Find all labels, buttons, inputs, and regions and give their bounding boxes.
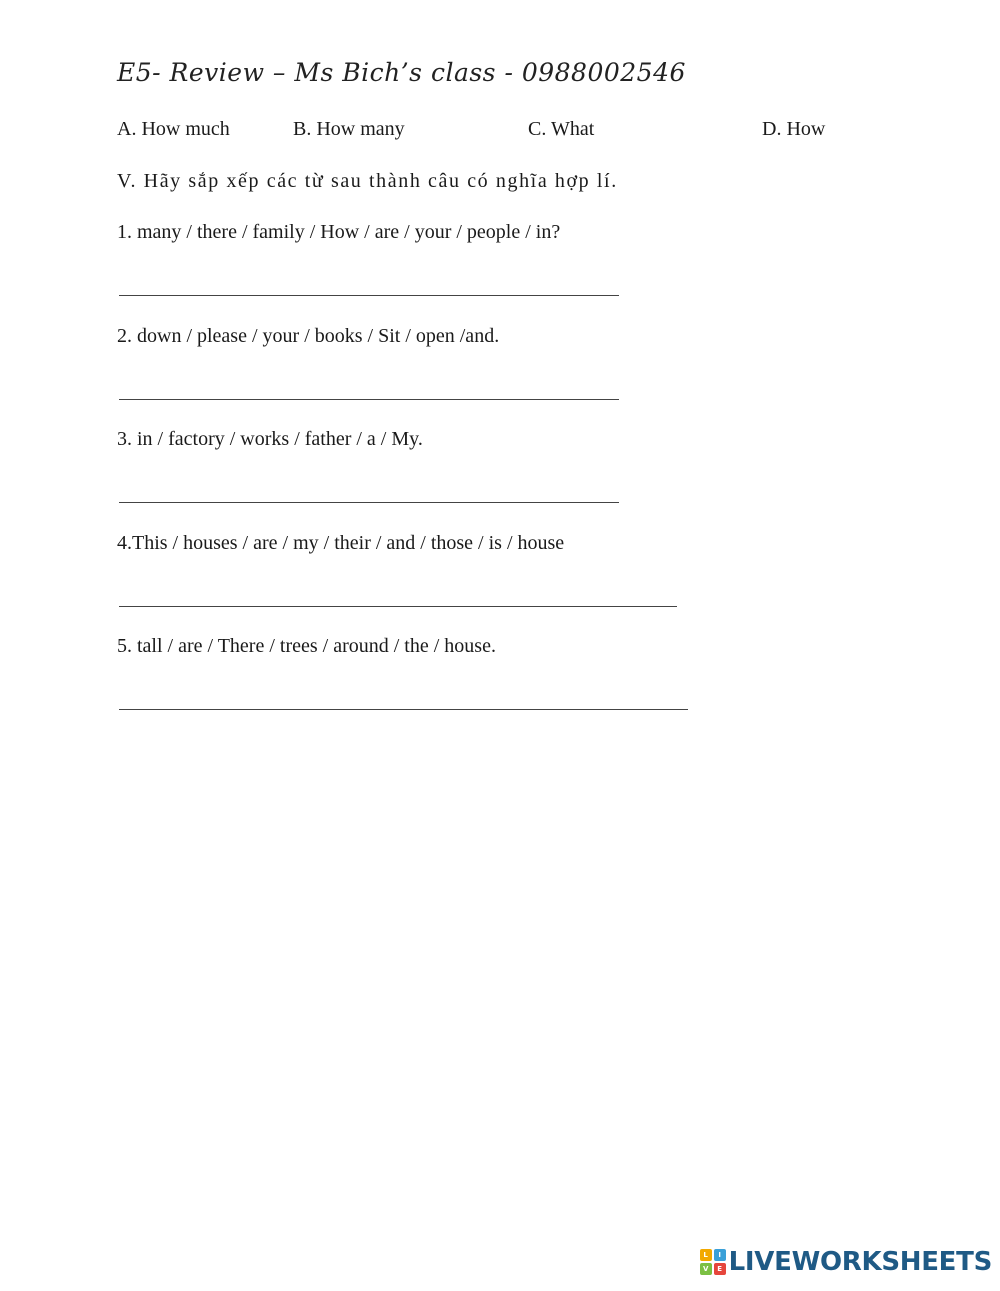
- question-3: 3. in / factory / works / father / a / My.: [117, 428, 423, 450]
- liveworksheets-logo[interactable]: [700, 1247, 992, 1277]
- tile-letter: L: [700, 1249, 712, 1261]
- option-b: B. How many: [293, 118, 405, 140]
- answer-line-3[interactable]: [119, 502, 619, 503]
- live-tiles-icon: [700, 1249, 726, 1275]
- option-a: A. How much: [117, 118, 230, 140]
- section-title: V. Hãy sắp xếp các từ sau thành câu có nghĩa hợp lí.: [117, 170, 618, 192]
- answer-line-5[interactable]: [119, 709, 688, 710]
- option-d: D. How: [762, 118, 826, 140]
- question-4: 4.This / houses / are / my / their / and / those / is / house: [117, 532, 565, 554]
- tile-letter: E: [714, 1263, 726, 1275]
- answer-options-row: [0, 118, 1000, 146]
- answer-line-4[interactable]: [119, 606, 677, 607]
- tile-letter: I: [714, 1249, 726, 1261]
- option-c: C. What: [528, 118, 595, 140]
- question-5: 5. tall / are / There / trees / around / the / house.: [117, 635, 496, 657]
- brand-name: LIVEWORKSHEETS: [728, 1247, 992, 1277]
- answer-line-1[interactable]: [119, 295, 619, 296]
- page-header-title: E5- Review – Ms Bich’s class - 0988002546: [117, 58, 686, 87]
- question-1: 1. many / there / family / How / are / your / people / in?: [117, 221, 561, 243]
- question-2: 2. down / please / your / books / Sit / open /and.: [117, 325, 500, 347]
- answer-line-2[interactable]: [119, 399, 619, 400]
- tile-letter: V: [700, 1263, 712, 1275]
